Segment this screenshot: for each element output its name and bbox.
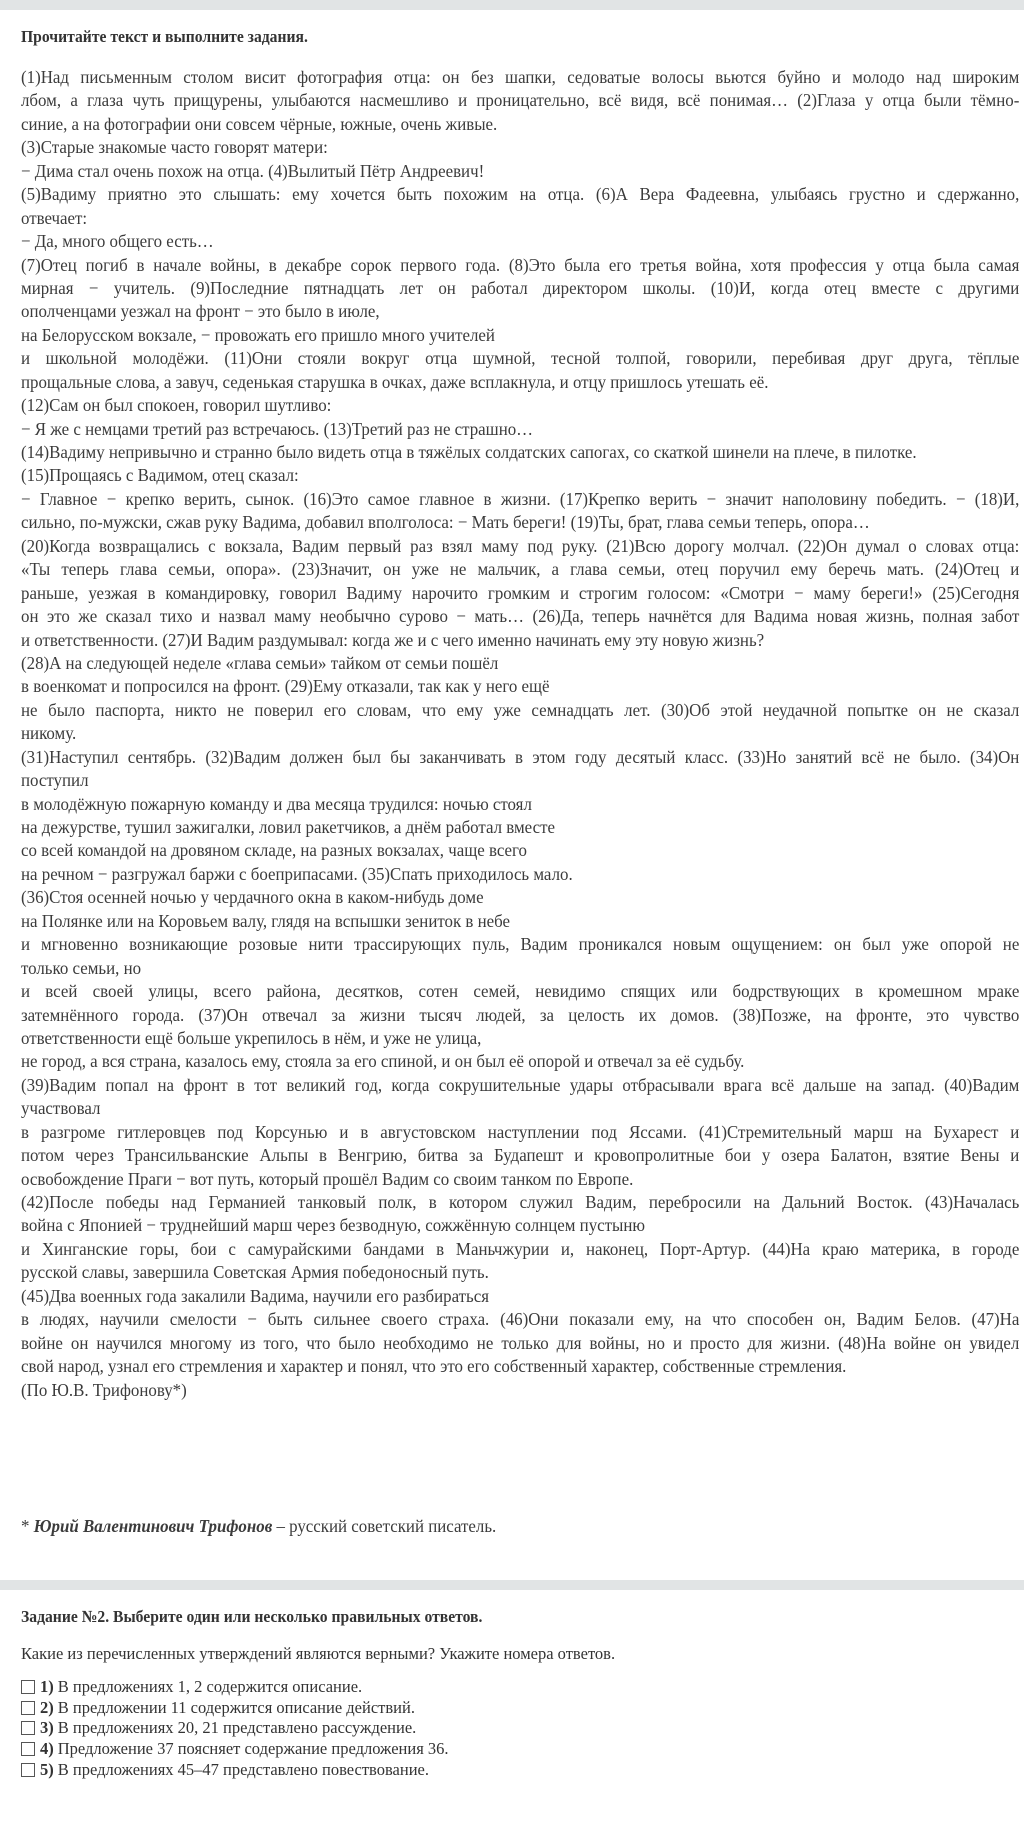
passage-line: на речном − разгружал баржи с боеприпасами. (35)Спать приходилось мало.: [21, 863, 573, 884]
passage-line: на дежурстве, тушил зажигалки, ловил ракетчиков, а днём работал вместе: [21, 817, 555, 837]
checkbox[interactable]: [21, 1763, 35, 1777]
option-number: 4): [40, 1739, 54, 1759]
passage-line: (12)Сам он был спокоен, говорил шутливо:: [21, 395, 332, 416]
passage-line: лбом, а глаза чуть прищурены, улыбаются насмешливо и проницательно, всё видя, всё понимая… (2)Глаза у отца были тёмно-: [21, 90, 1020, 111]
passage-line: отвечает:: [21, 207, 88, 228]
passage-line: − Главное − крепко верить, сынок. (16)Это самое главное в жизни. (17)Крепко верить − значит наполовину победить. − (18)И,: [21, 488, 1020, 509]
task-question: Какие из перечисленных утверждений являются верными? Укажите номера ответов.: [21, 1644, 616, 1663]
checkbox[interactable]: [21, 1742, 35, 1756]
passage-line: мирная − учитель. (9)Последние пятнадцать лет он работал директором школы. (10)И, когда отец вместе с другими: [21, 277, 1020, 298]
passage-line: и всей своей улицы, всего района, десятков, сотен семей, невидимо спящих или бодрствующих в кромешном мраке: [21, 981, 1020, 1002]
passage-line: и школьной молодёжи. (11)Они стояли вокруг отца шумной, тесной толпой, говорили, перебивая друг друга, тёплые: [21, 348, 1020, 369]
answer-option-1[interactable]: [21, 1677, 449, 1698]
passage-line: ответственности ещё больше укрепилось в нём, и уже не улица,: [21, 1027, 482, 1048]
passage-line: поступил: [21, 770, 89, 791]
passage-line: на Белорусском вокзале, − провожать его пришло много учителей: [21, 324, 495, 345]
passage-line: − Да, много общего есть…: [21, 231, 214, 252]
instruction-heading: Прочитайте текст и выполните задания.: [21, 27, 308, 46]
task-title: Задание №2. Выберите один или несколько правильных ответов.: [21, 1607, 483, 1626]
option-text: В предложении 11 содержится описание действий.: [57, 1697, 415, 1717]
footnote-author-name: Юрий Валентинович Трифонов: [33, 1516, 273, 1536]
passage-line: раньше, уезжая в командировку, говорил Вадиму нарочито громким и строгим голосом: «Смотри − маму береги!» (25)Сегодня: [21, 582, 1020, 603]
passage-line: на Полянке или на Коровьем валу, глядя на вспышки зениток в небе: [21, 910, 511, 931]
passage-line: (14)Вадиму непривычно и странно было видеть отца в тяжёлых солдатских сапогах, со скаткой шинели на плече, в пилотке.: [21, 442, 917, 462]
passage-line: (28)А на следующей неделе «глава семьи» тайком от семьи пошёл: [21, 652, 499, 673]
passage-line: свой народ, узнал его стремления и характер и понял, что это его собственный характер, собственные стремления.: [21, 1356, 847, 1377]
passage-line: войне он научился многому из того, что было необходимо не только для войны, но и просто для жизни. (48)На войне он увидел: [21, 1332, 1020, 1353]
checkbox[interactable]: [21, 1680, 35, 1694]
option-text: В предложениях 45–47 представлено повествование.: [57, 1759, 429, 1779]
passage-line: война с Японией − труднейший марш через безводную, сожжённую солнцем пустыню: [21, 1215, 646, 1236]
passage-line: он это же сказал тихо и назвал маму необычно сурово − мать… (26)Да, теперь начнётся для Вадима новая жизнь, полная забот: [21, 606, 1020, 627]
answer-option-5[interactable]: [21, 1759, 449, 1780]
passage-line: в разгроме гитлеровцев под Корсунью и в августовском наступлении под Яссами. (41)Стремительный марш на Бухарест и: [21, 1121, 1020, 1142]
option-number: 3): [40, 1718, 54, 1738]
passage-line: (7)Отец погиб в начале войны, в декабре сорок первого года. (8)Это была его третья война, хотя профессия у отца была самая: [21, 254, 1020, 275]
option-number: 1): [40, 1677, 54, 1697]
passage-line: русской славы, завершила Советская Армия победоносный путь.: [21, 1262, 489, 1283]
passage-line: (По Ю.В. Трифонову*): [21, 1379, 187, 1400]
passage-line: сильно, по-мужски, сжав руку Вадима, добавил вполголоса: − Мать береги! (19)Ты, брат, глава семьи теперь, опора…: [21, 512, 870, 533]
passage-line: ополченцами уезжал на фронт − это было в июле,: [21, 301, 380, 322]
passage-line: − Дима стал очень похож на отца. (4)Вылитый Пётр Андреевич!: [21, 160, 485, 181]
option-number: 5): [40, 1759, 54, 1779]
passage-line: (42)После победы над Германией танковый полк, в котором служил Вадим, перебросили на Дальний Восток. (43)Началась: [21, 1192, 1020, 1212]
passage-line: (31)Наступил сентябрь. (32)Вадим должен был бы заканчивать в этом году десятый класс. (33)Но занятий всё не было. (34)Он: [21, 746, 1020, 767]
passage-line: в военкомат и попросился на фронт. (29)Ему отказали, так как у него ещё: [21, 676, 550, 697]
passage-line: и мгновенно возникающие розовые нити трассирующих пуль, Вадим проникался новым ощущением: он был уже опорой не: [21, 934, 1020, 955]
passage-line: (15)Прощаясь с Вадимом, отец сказал:: [21, 465, 299, 486]
passage-line: освобождение Праги − вот путь, который прошёл Вадим со своим танком по Европе.: [21, 1168, 634, 1189]
passage-line: со всей командой на дровяном складе, на разных вокзалах, чаще всего: [21, 840, 527, 861]
passage-line: и ответственности. (27)И Вадим раздумывал: когда же и с чего именно начинать ему эту новую жизнь?: [21, 629, 765, 650]
passage-line: − Я же с немцами третий раз встречаюсь. (13)Третий раз не страшно…: [21, 418, 534, 439]
answer-option-3[interactable]: [21, 1718, 449, 1739]
passage-line: (1)Над письменным столом висит фотография отца: он без шапки, седоватые волосы вьются буйно и молодо над широким: [21, 67, 1020, 87]
option-text: В предложениях 20, 21 представлено рассуждение.: [57, 1718, 417, 1738]
passage-line: (39)Вадим попал на фронт в тот великий год, когда сокрушительные удары отбрасывали врага всё дальше на запад. (40)Вадим: [21, 1074, 1020, 1095]
passage-line: потом через Трансильванские Альпы в Венгрию, битва за Будапешт и кровопролитные бои у озера Балатон, взятие Вены и: [21, 1145, 1020, 1166]
author-footnote: [21, 1516, 496, 1537]
footnote-description: – русский советский писатель.: [272, 1516, 497, 1536]
passage-line: в людях, научили смелости − быть сильнее своего страха. (46)Они показали ему, на что способен он, Вадим Белов. (47)На: [21, 1309, 1020, 1330]
passage-line: (5)Вадиму приятно это слышать: ему хочется быть похожим на отца. (6)А Вера Фадеевна, улыбаясь грустно и сдержанно,: [21, 184, 1020, 205]
passage-line: никому.: [21, 723, 77, 744]
passage-line: прощальные слова, а завуч, седенькая старушка в очках, даже всплакнула, и отцу пришлось утешать её.: [21, 371, 769, 392]
top-divider-band: [0, 0, 1024, 10]
passage-line: (45)Два военных года закалили Вадима, научили его разбираться: [21, 1285, 489, 1306]
passage-line: (20)Когда возвращались с вокзала, Вадим первый раз взял маму под руку. (21)Всю дорогу молчал. (22)Он думал о словах отца:: [21, 535, 1020, 556]
passage-line: синие, а на фотографии они совсем чёрные, южные, очень живые.: [21, 113, 498, 134]
passage-line: (36)Стоя осенней ночью у чердачного окна в каком-нибудь доме: [21, 887, 484, 908]
answer-options: [21, 1677, 449, 1780]
reading-passage: [21, 66, 1019, 1402]
footnote-star: *: [21, 1516, 34, 1536]
passage-line: не было паспорта, никто не поверил его словам, что ему уже семнадцать лет. (30)Об этой неудачной попытке он не сказал: [21, 699, 1020, 720]
option-text: Предложение 37 поясняет содержание предложения 36.: [57, 1739, 449, 1759]
passage-line: участвовал: [21, 1098, 101, 1119]
checkbox[interactable]: [21, 1701, 35, 1715]
passage-line: не город, а вся страна, казалось ему, стояла за его спиной, и он был её опорой и отвечал за её судьбу.: [21, 1051, 745, 1072]
passage-line: и Хинганские горы, бои с самурайскими бандами в Маньчжурии и, наконец, Порт-Артур. (44)На краю материка, в городе: [21, 1238, 1020, 1259]
checkbox[interactable]: [21, 1721, 35, 1735]
option-text: В предложениях 1, 2 содержится описание.: [57, 1677, 363, 1697]
answer-option-2[interactable]: [21, 1698, 449, 1719]
answer-option-4[interactable]: [21, 1739, 449, 1760]
passage-line: затемнённого города. (37)Он отвечал за жизни тысяч людей, за целость их домов. (38)Позже, на фронте, это чувство: [21, 1004, 1020, 1025]
passage-line: «Ты теперь глава семьи, опора». (23)Значит, он уже не мальчик, а глава семьи, отец поручил ему беречь мать. (24)Отец и: [21, 559, 1020, 580]
option-number: 2): [40, 1697, 54, 1717]
passage-line: в молодёжную пожарную команду и два месяца трудился: ночью стоял: [21, 793, 532, 814]
passage-line: (3)Старые знакомые часто говорят матери:: [21, 137, 328, 158]
passage-line: только семьи, но: [21, 957, 142, 978]
section-divider-band: [0, 1580, 1024, 1590]
